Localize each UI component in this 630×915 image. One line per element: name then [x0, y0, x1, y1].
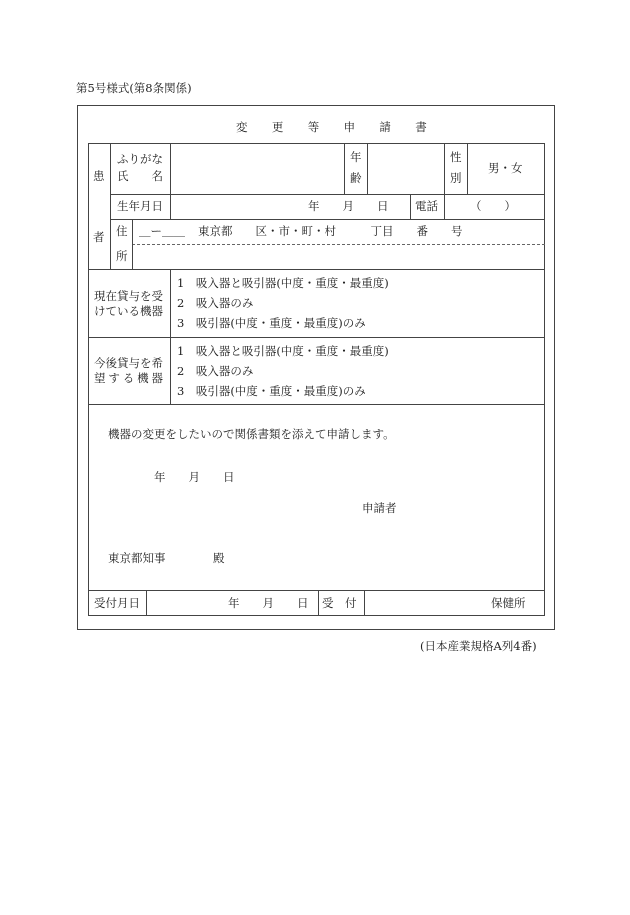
addressee: 東京都知事	[108, 551, 166, 565]
address-field[interactable]: 東京都 区・市・町・村 丁目 番 号	[198, 224, 463, 238]
sex-label-1: 性	[450, 150, 462, 164]
patient-label-bottom: 者	[93, 230, 105, 244]
desired-equipment-label-2: 望する機器	[94, 371, 166, 385]
desired-option-2[interactable]: 2 吸入器のみ	[177, 364, 254, 378]
postal-code-field[interactable]: ＿ー＿＿	[139, 224, 185, 238]
paper-size-note: (日本産業規格A列4番)	[420, 639, 537, 653]
desired-option-3[interactable]: 3 吸引器(中度・重度・最重度)のみ	[177, 384, 366, 398]
name-field[interactable]	[172, 145, 342, 192]
sex-options[interactable]: 男・女	[488, 161, 523, 175]
furigana-label: ふりがな	[117, 152, 163, 166]
health-office-label: 保健所	[491, 596, 526, 610]
applicant-field[interactable]	[400, 498, 540, 518]
patient-label-top: 患	[93, 169, 105, 183]
current-equipment-label-1: 現在貸与を受	[94, 289, 163, 303]
age-field[interactable]	[369, 145, 442, 192]
age-label-1: 年	[350, 150, 362, 164]
desired-equipment-label-1: 今後貸与を希	[94, 356, 163, 370]
current-option-1[interactable]: 1 吸入器と吸引器(中度・重度・最重度)	[177, 276, 389, 290]
reception-date-label: 受付月日	[94, 596, 140, 610]
name-label: 氏 名	[117, 169, 163, 183]
current-option-3[interactable]: 3 吸引器(中度・重度・最重度)のみ	[177, 316, 366, 330]
honorific: 殿	[213, 551, 225, 565]
desired-option-1[interactable]: 1 吸入器と吸引器(中度・重度・最重度)	[177, 344, 389, 358]
application-date-field[interactable]: 年 月 日	[154, 470, 235, 484]
address-label-2: 所	[116, 249, 128, 263]
birth-label: 生年月日	[117, 199, 163, 213]
reception-date-field[interactable]: 年 月 日	[228, 596, 309, 610]
phone-field[interactable]: （ ）	[470, 199, 516, 213]
form-id: 第5号様式(第8条関係)	[76, 81, 192, 95]
age-label-2: 齢	[350, 171, 362, 185]
phone-label: 電話	[415, 199, 438, 213]
address-label-1: 住	[116, 224, 128, 238]
application-statement: 機器の変更をしたいので関係書類を添えて申請します。	[108, 427, 395, 441]
form-title: 変 更 等 申 請 書	[236, 120, 438, 134]
current-equipment-label-2: けている機器	[94, 304, 163, 318]
current-option-2[interactable]: 2 吸入器のみ	[177, 296, 254, 310]
reception-stamp-label: 受 付	[322, 596, 357, 610]
applicant-label: 申請者	[362, 501, 397, 515]
sex-label-2: 別	[450, 171, 462, 185]
birth-date-field[interactable]: 年 月 日	[308, 199, 389, 213]
